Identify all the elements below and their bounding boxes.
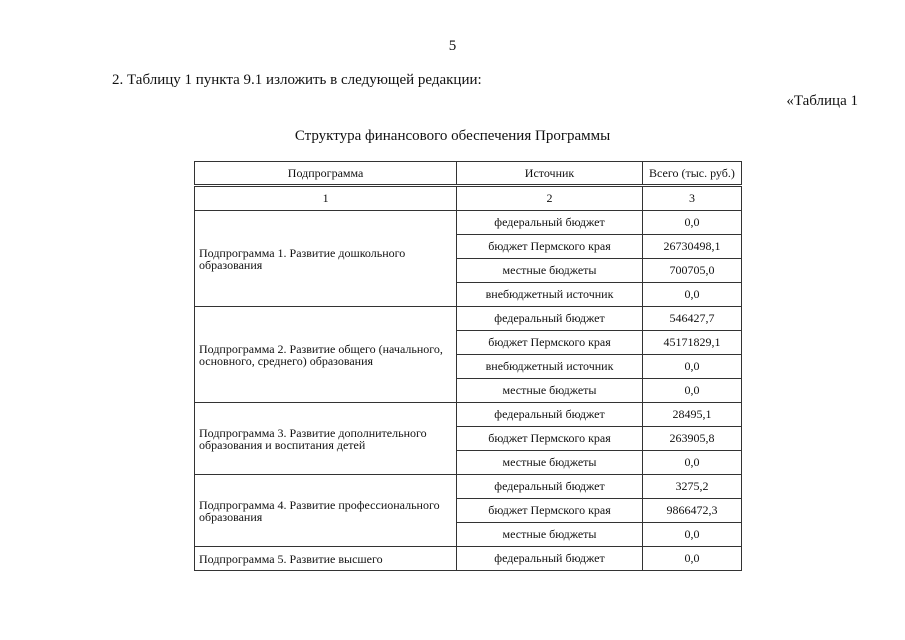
column-number-row — [195, 186, 742, 211]
funding-total: 26730498,1 — [642, 235, 741, 259]
funding-source: федеральный бюджет — [457, 475, 643, 499]
intro-paragraph: 2. Таблицу 1 пункта 9.1 изложить в следующей редакции: — [112, 72, 482, 88]
funding-source: внебюджетный источник — [457, 355, 643, 379]
header-row — [195, 162, 742, 186]
funding-total: 9866472,3 — [642, 499, 741, 523]
table-row — [195, 475, 742, 499]
funding-source: бюджет Пермского края — [457, 427, 643, 451]
funding-total: 0,0 — [642, 379, 741, 403]
funding-total: 700705,0 — [642, 259, 741, 283]
column-header-subprogram: Подпрограмма — [195, 162, 457, 186]
funding-source: федеральный бюджет — [457, 547, 643, 571]
table-body — [195, 211, 742, 571]
page-number: 5 — [448, 38, 457, 54]
funding-source: внебюджетный источник — [457, 283, 643, 307]
table-label: «Таблица 1 — [786, 93, 858, 109]
column-number-2: 2 — [457, 186, 643, 211]
funding-source: местные бюджеты — [457, 523, 643, 547]
column-header-source: Источник — [457, 162, 643, 186]
table-row — [195, 403, 742, 427]
funding-source: федеральный бюджет — [457, 403, 643, 427]
table-row — [195, 547, 742, 571]
subprogram-name: Подпрограмма 2. Развитие общего (начального, основного, среднего) образования — [195, 307, 457, 403]
funding-total: 0,0 — [642, 355, 741, 379]
subprogram-name: Подпрограмма 4. Развитие профессионального образования — [195, 475, 457, 547]
funding-source: местные бюджеты — [457, 379, 643, 403]
table-title: Структура финансового обеспечения Программы — [294, 128, 611, 144]
funding-source: бюджет Пермского края — [457, 499, 643, 523]
table-row — [195, 211, 742, 235]
funding-total: 0,0 — [642, 523, 741, 547]
table-row — [195, 307, 742, 331]
funding-total: 546427,7 — [642, 307, 741, 331]
funding-total: 0,0 — [642, 547, 741, 571]
funding-total: 0,0 — [642, 211, 741, 235]
column-number-3: 3 — [642, 186, 741, 211]
column-number-1: 1 — [195, 186, 457, 211]
funding-total: 45171829,1 — [642, 331, 741, 355]
funding-total: 3275,2 — [642, 475, 741, 499]
subprogram-name: Подпрограмма 3. Развитие дополнительного образования и воспитания детей — [195, 403, 457, 475]
funding-source: федеральный бюджет — [457, 211, 643, 235]
financing-table — [194, 161, 742, 571]
funding-source: федеральный бюджет — [457, 307, 643, 331]
funding-total: 0,0 — [642, 451, 741, 475]
funding-source: местные бюджеты — [457, 259, 643, 283]
column-header-total: Всего (тыс. руб.) — [642, 162, 741, 186]
funding-source: местные бюджеты — [457, 451, 643, 475]
funding-total: 0,0 — [642, 283, 741, 307]
subprogram-name: Подпрограмма 5. Развитие высшего — [195, 547, 457, 571]
subprogram-name: Подпрограмма 1. Развитие дошкольного образования — [195, 211, 457, 307]
funding-source: бюджет Пермского края — [457, 235, 643, 259]
funding-total: 28495,1 — [642, 403, 741, 427]
funding-total: 263905,8 — [642, 427, 741, 451]
funding-source: бюджет Пермского края — [457, 331, 643, 355]
